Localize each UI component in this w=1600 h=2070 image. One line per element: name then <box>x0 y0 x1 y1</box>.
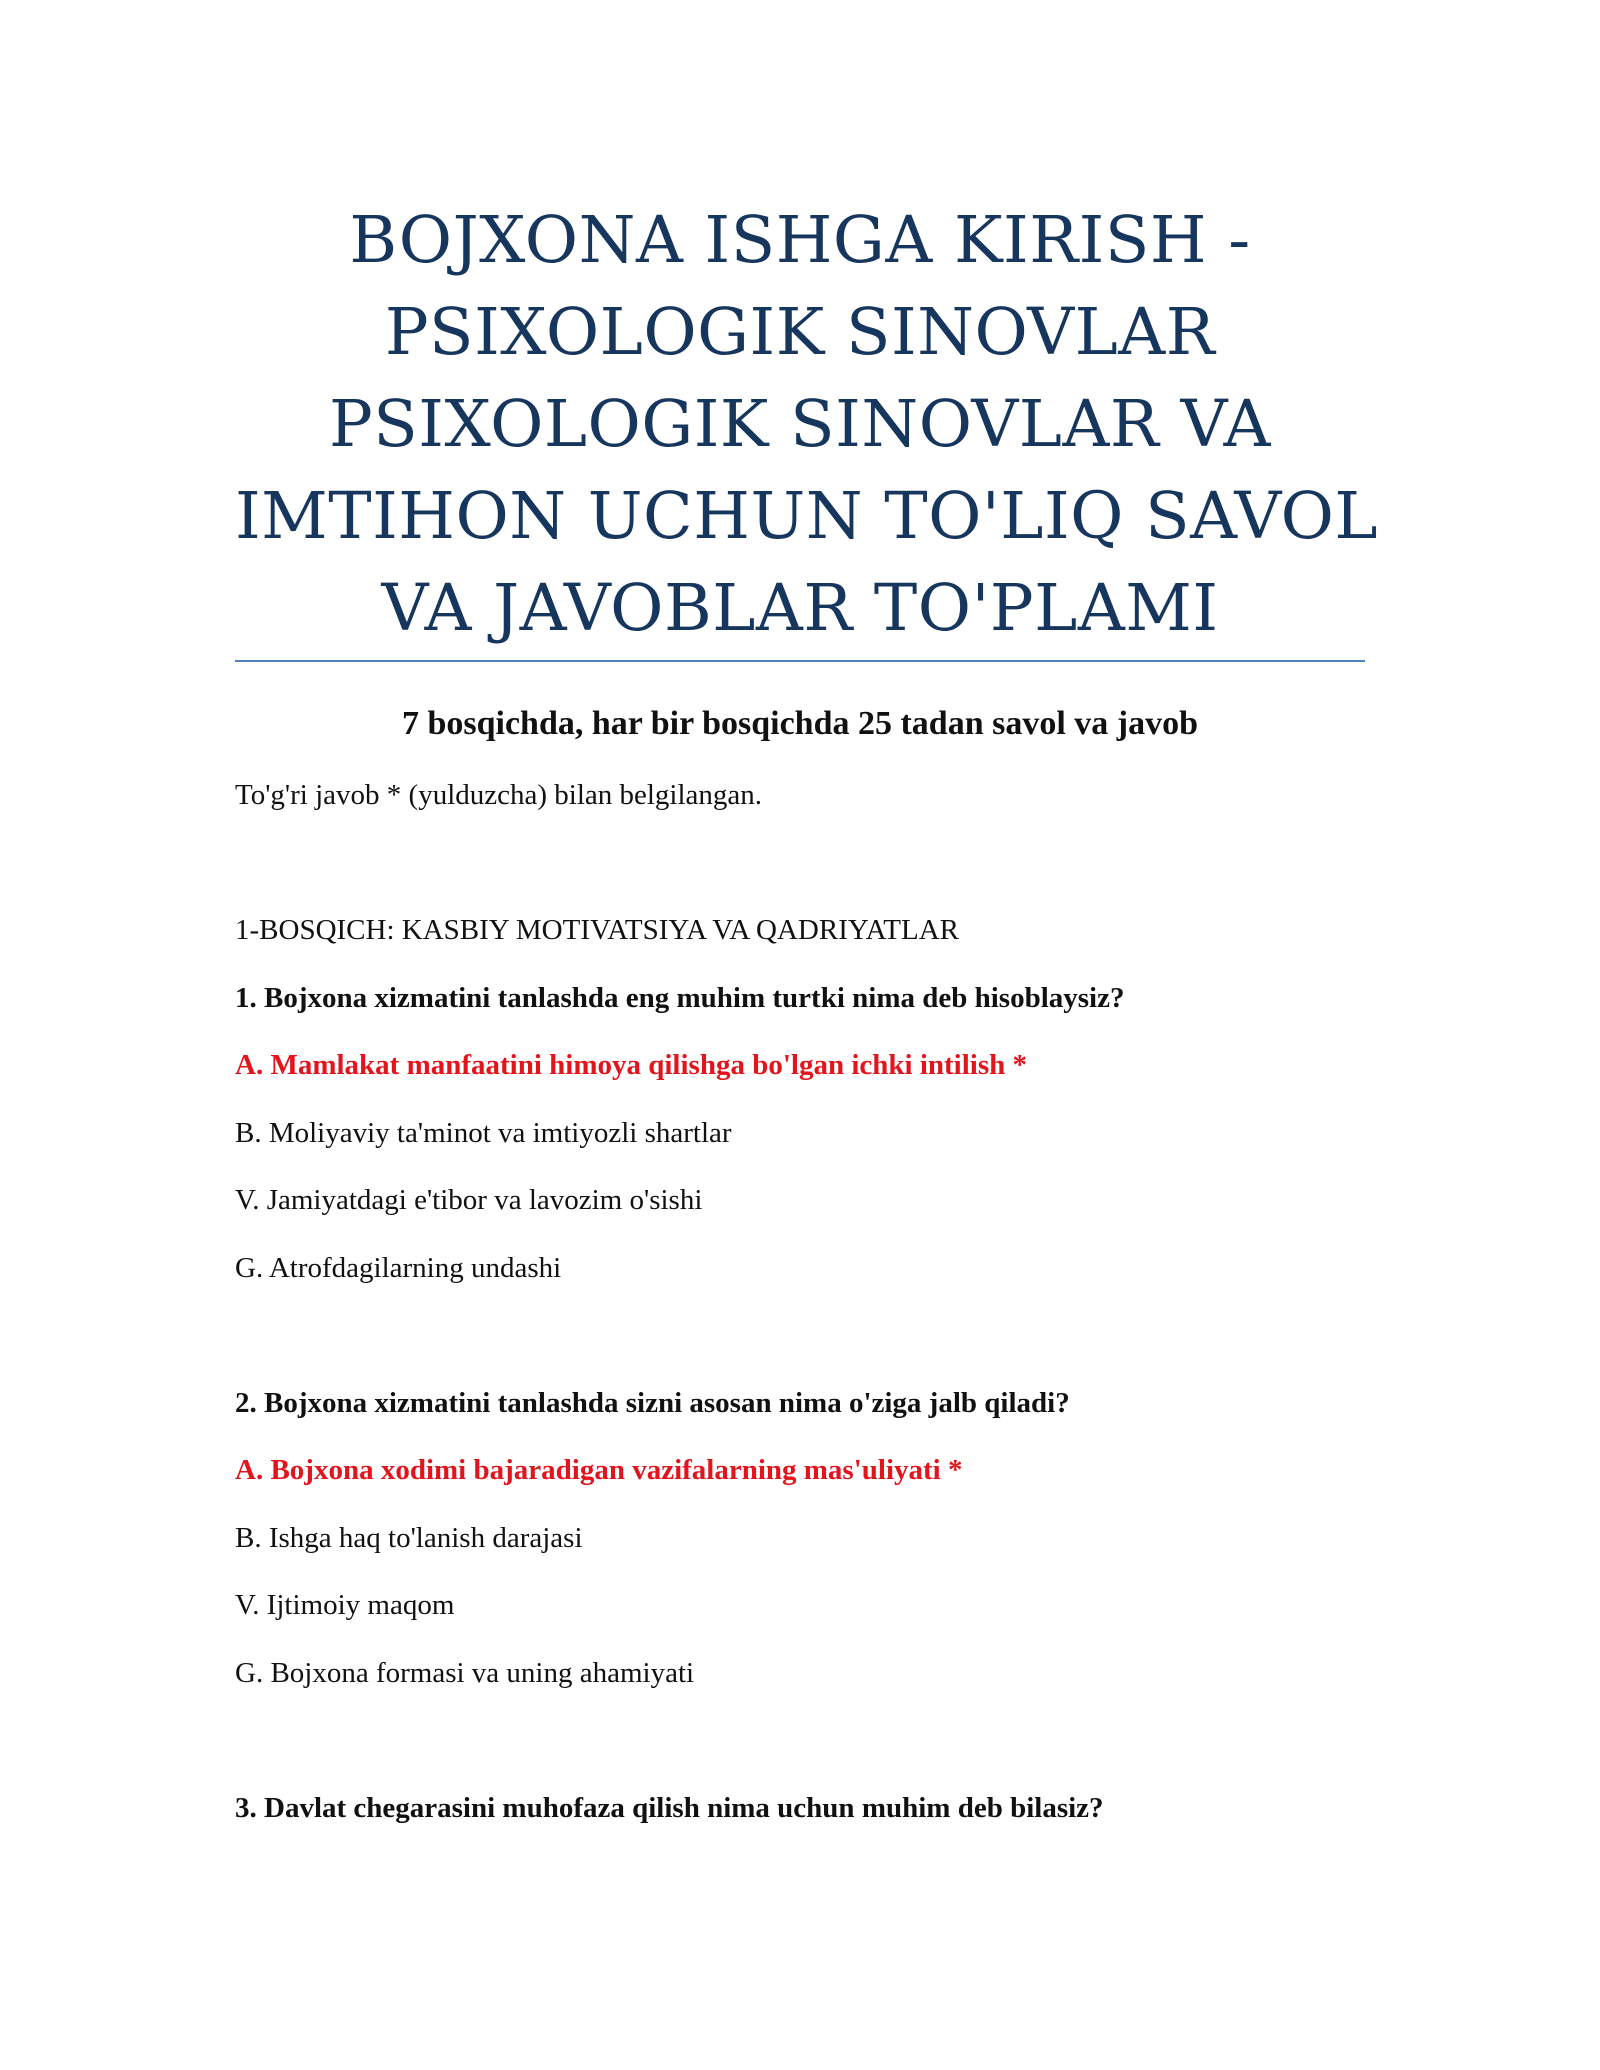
question-text: 2. Bojxona xizmatini tanlashda sizni asosan nima o'ziga jalb qiladi? <box>235 1387 1070 1419</box>
answer-key-note: To'g'ri javob * (yulduzcha) bilan belgilangan. <box>235 779 763 811</box>
title-line: PSIXOLOGIK SINOVLAR <box>384 295 1216 370</box>
answer-option: G. Atrofdagilarning undashi <box>235 1252 562 1284</box>
title-line: VA JAVOBLAR TO'PLAMI <box>381 571 1219 646</box>
section-heading: 1-BOSQICH: KASBIY MOTIVATSIYA VA QADRIYATLAR <box>235 914 960 946</box>
question-text: 1. Bojxona xizmatini tanlashda eng muhim turtki nima deb hisoblaysiz? <box>235 982 1125 1014</box>
title-line: PSIXOLOGIK SINOVLAR VA <box>329 387 1271 462</box>
answer-option-correct: A. Mamlakat manfaatini himoya qilishga bo'lgan ichki intilish * <box>235 1049 1028 1081</box>
answer-option: V. Jamiyatdagi e'tibor va lavozim o'sishi <box>235 1184 703 1216</box>
title-divider <box>235 660 1365 662</box>
document-subtitle: 7 bosqichda, har bir bosqichda 25 tadan savol va javob <box>401 705 1199 742</box>
title-line: BOJXONA ISHGA KIRISH - <box>349 203 1251 278</box>
answer-option: G. Bojxona formasi va uning ahamiyati <box>235 1657 695 1689</box>
answer-option: B. Moliyaviy ta'minot va imtiyozli shartlar <box>235 1117 732 1149</box>
title-line: IMTIHON UCHUN TO'LIQ SAVOL <box>235 479 1379 554</box>
answer-option: B. Ishga haq to'lanish darajasi <box>235 1522 583 1554</box>
question-text: 3. Davlat chegarasini muhofaza qilish nima uchun muhim deb bilasiz? <box>235 1792 1104 1824</box>
document-title <box>235 195 1379 655</box>
answer-option-correct: A. Bojxona xodimi bajaradigan vazifalarning mas'uliyati * <box>235 1454 963 1486</box>
answer-option: V. Ijtimoiy maqom <box>235 1589 455 1621</box>
